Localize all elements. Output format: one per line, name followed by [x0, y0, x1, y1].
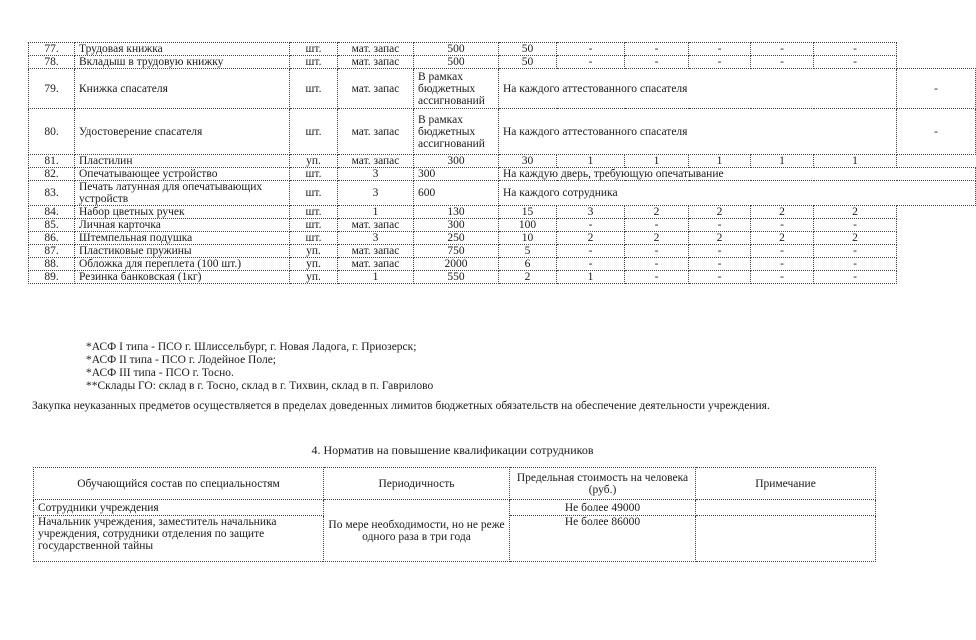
basis-cell: 1 — [338, 206, 414, 219]
price-cell: 130 — [414, 206, 499, 219]
qty-cell: 2 — [814, 232, 897, 245]
qty-cell: - — [625, 219, 689, 232]
basis-cell: мат. запас — [338, 219, 414, 232]
table-row — [29, 219, 976, 232]
supplies-table — [28, 42, 976, 284]
unit-cell: шт. — [290, 181, 338, 206]
period-cell: По мере необходимости, но не реже одного раза в три года — [324, 500, 510, 562]
row-number: 85. — [29, 219, 75, 232]
qty-cell: - — [814, 43, 897, 56]
qty-cell: 15 — [499, 206, 557, 219]
group-cell: Сотрудники учреждения — [34, 500, 324, 516]
note-cell — [696, 516, 876, 562]
price-cell: 600 — [414, 181, 499, 206]
row-number: 88. — [29, 258, 75, 271]
qty-cell: - — [751, 258, 814, 271]
row-number: 83. — [29, 181, 75, 206]
qty-cell: 2 — [689, 232, 751, 245]
item-name: Личная карточка — [75, 219, 290, 232]
qty-cell: - — [557, 258, 625, 271]
table-row — [29, 258, 976, 271]
basis-cell: мат. запас — [338, 258, 414, 271]
basis-cell: 3 — [338, 168, 414, 181]
price-cell: 250 — [414, 232, 499, 245]
qty-cell: - — [751, 245, 814, 258]
basis-cell: мат. запас — [338, 43, 414, 56]
qty-cell: - — [625, 56, 689, 69]
item-name: Пластилин — [75, 155, 290, 168]
procurement-note: Закупка неуказанных предметов осуществляется в пределах доведенных лимитов бюджетных обязательств на обеспечение деятельности учреждения. — [32, 400, 770, 412]
basis-cell: мат. запас — [338, 155, 414, 168]
table-row — [29, 56, 976, 69]
qty-cell: 3 — [557, 206, 625, 219]
footnote: *АСФ III типа - ПСО г. Тосно. — [86, 367, 234, 379]
qty-cell: 2 — [751, 232, 814, 245]
qty-cell: - — [897, 109, 976, 155]
qty-cell: - — [751, 271, 814, 284]
row-number: 80. — [29, 109, 75, 155]
price-cell: 750 — [414, 245, 499, 258]
header-cell: Предельная стоимость на человека (руб.) — [510, 468, 696, 500]
qty-cell: - — [689, 219, 751, 232]
price-cell: 300 — [414, 219, 499, 232]
price-cell: 500 — [414, 43, 499, 56]
item-name: Книжка спасателя — [75, 69, 290, 109]
row-number: 84. — [29, 206, 75, 219]
item-name: Штемпельная подушка — [75, 232, 290, 245]
qty-cell: 2 — [689, 206, 751, 219]
unit-cell: шт. — [290, 56, 338, 69]
description-cell: На каждого аттестованного спасателя — [499, 109, 897, 155]
qty-cell: - — [897, 69, 976, 109]
header-cell: Обучающийся состав по специальностям — [34, 468, 324, 500]
row-number: 78. — [29, 56, 75, 69]
qty-cell: 6 — [499, 258, 557, 271]
row-number: 82. — [29, 168, 75, 181]
price-cell: В рамках бюджетных ассигнований — [414, 109, 499, 155]
table-row — [29, 43, 976, 56]
basis-cell: 3 — [338, 181, 414, 206]
item-name: Трудовая книжка — [75, 43, 290, 56]
qty-cell: - — [689, 56, 751, 69]
qty-cell: - — [814, 258, 897, 271]
item-name: Удостоверение спасателя — [75, 109, 290, 155]
table-row — [29, 245, 976, 258]
basis-cell: мат. запас — [338, 109, 414, 155]
row-number: 81. — [29, 155, 75, 168]
item-name: Резинка банковская (1кг) — [75, 271, 290, 284]
unit-cell: шт. — [290, 69, 338, 109]
qty-cell: - — [689, 258, 751, 271]
qty-cell: - — [751, 219, 814, 232]
cost-cell: Не более 86000 — [510, 516, 696, 562]
footnote: **Склады ГО: склад в г. Тосно, склад в г. Тихвин, склад в п. Гаврилово — [86, 380, 434, 392]
item-name: Опечатывающее устройство — [75, 168, 290, 181]
unit-cell: уп. — [290, 155, 338, 168]
basis-cell: 1 — [338, 271, 414, 284]
table-row — [29, 181, 976, 206]
qty-cell: 30 — [499, 155, 557, 168]
qty-cell: - — [557, 56, 625, 69]
basis-cell: мат. запас — [338, 69, 414, 109]
qty-cell: - — [751, 43, 814, 56]
qty-cell: - — [814, 271, 897, 284]
qty-cell: 1 — [557, 271, 625, 284]
qty-cell: 2 — [751, 206, 814, 219]
qty-cell: - — [625, 245, 689, 258]
qty-cell: 1 — [557, 155, 625, 168]
qty-cell: 2 — [557, 232, 625, 245]
group-cell: Начальник учреждения, заместитель начальника учреждения, сотрудники отделения по защите государственной тайны — [34, 516, 324, 562]
description-cell: На каждую дверь, требующую опечатывание — [499, 168, 976, 181]
qty-cell: 5 — [499, 245, 557, 258]
table-row — [29, 168, 976, 181]
qty-cell: - — [625, 271, 689, 284]
qty-cell: - — [814, 219, 897, 232]
qty-cell: 2 — [814, 206, 897, 219]
item-name: Печать латунная для опечатывающих устройств — [75, 181, 290, 206]
table-row — [29, 206, 976, 219]
unit-cell: шт. — [290, 219, 338, 232]
item-name: Пластиковые пружины — [75, 245, 290, 258]
basis-cell: мат. запас — [338, 56, 414, 69]
item-name: Обложка для переплета (100 шт.) — [75, 258, 290, 271]
unit-cell: шт. — [290, 43, 338, 56]
price-cell: 300 — [414, 168, 499, 181]
header-cell: Периодичность — [324, 468, 510, 500]
row-number: 89. — [29, 271, 75, 284]
unit-cell: шт. — [290, 232, 338, 245]
row-number: 86. — [29, 232, 75, 245]
qty-cell: 2 — [499, 271, 557, 284]
section-heading: 4. Норматив на повышение квалификации сотрудников — [311, 443, 594, 457]
unit-cell: уп. — [290, 245, 338, 258]
qty-cell: - — [625, 258, 689, 271]
qty-cell: 1 — [689, 155, 751, 168]
price-cell: 500 — [414, 56, 499, 69]
basis-cell: мат. запас — [338, 245, 414, 258]
unit-cell: шт. — [290, 168, 338, 181]
qty-cell: 50 — [499, 43, 557, 56]
item-name: Набор цветных ручек — [75, 206, 290, 219]
header-cell: Примечание — [696, 468, 876, 500]
row-number: 77. — [29, 43, 75, 56]
table-row — [29, 271, 976, 284]
qty-cell: 2 — [625, 206, 689, 219]
price-cell: 550 — [414, 271, 499, 284]
qty-cell: 100 — [499, 219, 557, 232]
footnote: *АСФ II типа - ПСО г. Лодейное Поле; — [86, 354, 276, 366]
table-row — [29, 69, 976, 109]
qty-cell: 2 — [625, 232, 689, 245]
qty-cell: - — [557, 43, 625, 56]
unit-cell: уп. — [290, 258, 338, 271]
qty-cell: - — [689, 271, 751, 284]
basis-cell: 3 — [338, 232, 414, 245]
qty-cell: 50 — [499, 56, 557, 69]
table-row — [29, 155, 976, 168]
qty-cell: 1 — [814, 155, 897, 168]
qty-cell: - — [625, 43, 689, 56]
item-name: Вкладыш в трудовую книжку — [75, 56, 290, 69]
qty-cell: - — [751, 56, 814, 69]
price-cell: В рамках бюджетных ассигнований — [414, 69, 499, 109]
table-row — [29, 232, 976, 245]
qty-cell: 1 — [751, 155, 814, 168]
training-table — [33, 467, 876, 562]
note-cell — [696, 500, 876, 516]
qty-cell: - — [557, 219, 625, 232]
unit-cell: уп. — [290, 271, 338, 284]
unit-cell: шт. — [290, 109, 338, 155]
cost-cell: Не более 49000 — [510, 500, 696, 516]
qty-cell: - — [814, 245, 897, 258]
price-cell: 300 — [414, 155, 499, 168]
footnote: *АСФ I типа - ПСО г. Шлиссельбург, г. Новая Ладога, г. Приозерск; — [86, 341, 417, 353]
qty-cell: 1 — [625, 155, 689, 168]
footnotes — [86, 341, 433, 393]
description-cell: На каждого аттестованного спасателя — [499, 69, 897, 109]
qty-cell: - — [557, 245, 625, 258]
description-cell: На каждого сотрудника — [499, 181, 976, 206]
row-number: 79. — [29, 69, 75, 109]
table-row — [29, 109, 976, 155]
unit-cell: шт. — [290, 206, 338, 219]
qty-cell: - — [689, 245, 751, 258]
qty-cell: - — [689, 43, 751, 56]
qty-cell: - — [814, 56, 897, 69]
price-cell: 2000 — [414, 258, 499, 271]
qty-cell: 10 — [499, 232, 557, 245]
row-number: 87. — [29, 245, 75, 258]
